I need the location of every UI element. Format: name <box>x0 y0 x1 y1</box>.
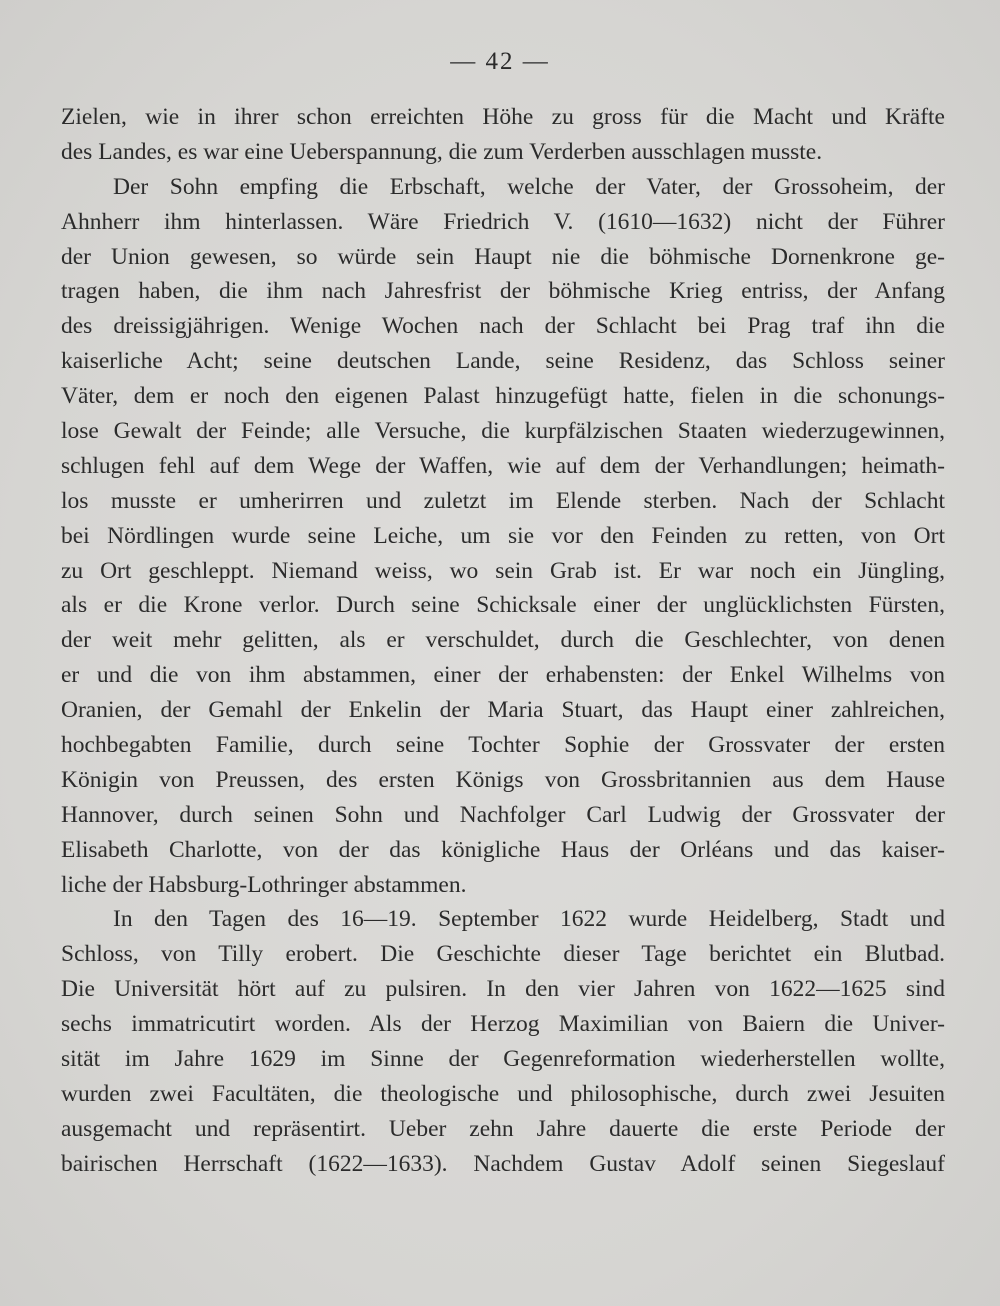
text-line: des dreissigjährigen. Wenige Wochen nach der Schlacht bei Prag traf ihn die <box>61 313 945 340</box>
text-line: kaiserliche Acht; seine deutschen Lande, seine Residenz, das Schloss seiner <box>61 348 945 375</box>
body-text <box>61 100 945 1182</box>
text-line: Ahnherr ihm hinterlassen. Wäre Friedrich V. (1610—1632) nicht der Führer <box>61 208 945 235</box>
text-line: der Union gewesen, so würde sein Haupt nie die böhmische Dornenkrone ge- <box>61 243 945 270</box>
paragraph <box>61 170 945 903</box>
text-line: Elisabeth Charlotte, von der das königliche Haus der Orléans und das kaiser- <box>61 836 945 863</box>
paragraph <box>61 100 945 170</box>
text-line: In den Tagen des 16—19. September 1622 wurde Heidelberg, Stadt und <box>113 906 945 933</box>
text-line: Der Sohn empfing die Erbschaft, welche der Vater, der Grossoheim, der <box>113 173 945 200</box>
page-number: — 42 — <box>450 48 550 75</box>
text-line: schlugen fehl auf dem Wege der Waffen, wie auf dem der Verhandlungen; heimath- <box>61 452 945 479</box>
text-line: hochbegabten Familie, durch seine Tochter Sophie der Grossvater der ersten <box>61 732 945 759</box>
text-line: sität im Jahre 1629 im Sinne der Gegenreformation wiederherstellen wollte, <box>61 1046 945 1073</box>
text-line: bairischen Herrschaft (1622—1633). Nachdem Gustav Adolf seinen Siegeslauf <box>61 1150 945 1177</box>
text-line: Schloss, von Tilly erobert. Die Geschichte dieser Tage berichtet ein Blutbad. <box>61 941 945 968</box>
text-line: ausgemacht und repräsentirt. Ueber zehn Jahre dauerte die erste Periode der <box>61 1115 945 1142</box>
text-line: des Landes, es war eine Ueberspannung, die zum Verderben ausschlagen musste. <box>61 138 823 165</box>
text-line: zu Ort geschleppt. Niemand weiss, wo sein Grab ist. Er war noch ein Jüngling, <box>61 557 945 584</box>
text-line: Königin von Preussen, des ersten Königs von Grossbritannien aus dem Hause <box>61 766 945 793</box>
text-line: sechs immatricutirt worden. Als der Herzog Maximilian von Baiern die Univer- <box>61 1011 945 1038</box>
text-line: Väter, dem er noch den eigenen Palast hinzugefügt hatte, fielen in die schonungs- <box>61 383 945 410</box>
text-line: tragen haben, die ihm nach Jahresfrist der böhmische Krieg entriss, der Anfang <box>61 278 945 305</box>
text-line: der weit mehr gelitten, als er verschuldet, durch die Geschlechter, von denen <box>61 627 945 654</box>
text-line: liche der Habsburg-Lothringer abstammen. <box>61 871 467 898</box>
text-line: wurden zwei Facultäten, die theologische und philosophische, durch zwei Jesuiten <box>61 1080 945 1107</box>
text-line: Hannover, durch seinen Sohn und Nachfolger Carl Ludwig der Grossvater der <box>61 801 945 828</box>
text-line: Zielen, wie in ihrer schon erreichten Höhe zu gross für die Macht und Kräfte <box>61 104 945 130</box>
paragraph <box>61 902 945 1181</box>
text-line: Die Universität hört auf zu pulsiren. In den vier Jahren von 1622—1625 sind <box>61 976 945 1003</box>
text-line: los musste er umherirren und zuletzt im Elende sterben. Nach der Schlacht <box>61 487 945 514</box>
text-line: bei Nördlingen wurde seine Leiche, um sie vor den Feinden zu retten, von Ort <box>61 522 945 549</box>
text-line: er und die von ihm abstammen, einer der erhabensten: der Enkel Wilhelms von <box>61 662 945 689</box>
text-line: Oranien, der Gemahl der Enkelin der Maria Stuart, das Haupt einer zahlreichen, <box>61 697 945 724</box>
text-line: lose Gewalt der Feinde; alle Versuche, die kurpfälzischen Staaten wiederzugewinnen, <box>61 418 945 445</box>
text-line: als er die Krone verlor. Durch seine Schicksale einer der unglücklichsten Fürsten, <box>61 592 945 619</box>
